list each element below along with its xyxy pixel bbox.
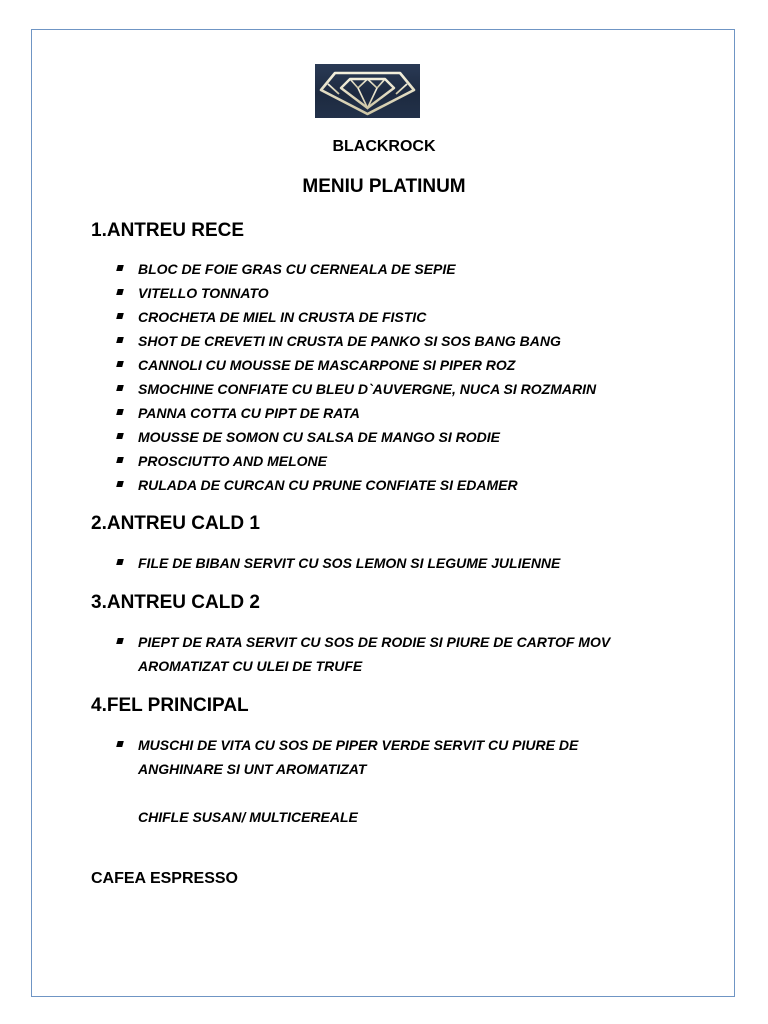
- list-item: [116, 425, 676, 449]
- list-item-text: PIEPT DE RATA SERVIT CU SOS DE RODIE SI PIURE DE CARTOF MOV: [138, 634, 611, 650]
- list-item: [116, 630, 676, 654]
- bullet-icon: [116, 385, 124, 391]
- list-item-text: RULADA DE CURCAN CU PRUNE CONFIATE SI EDAMER: [138, 477, 518, 493]
- list-item: [116, 329, 676, 353]
- menu-title: MENIU PLATINUM: [302, 176, 466, 197]
- list-item-continuation: AROMATIZAT CU ULEI DE TRUFE: [138, 658, 363, 674]
- brand-name: BLACKROCK: [332, 138, 436, 155]
- list-item-text: CROCHETA DE MIEL IN CRUSTA DE FISTIC: [138, 309, 427, 325]
- list-item-text: VITELLO TONNATO: [138, 285, 269, 301]
- list-item: [116, 473, 676, 497]
- list-item-text: MUSCHI DE VITA CU SOS DE PIPER VERDE SERVIT CU PIURE DE: [138, 737, 579, 753]
- bread-note: CHIFLE SUSAN/ MULTICEREALE: [138, 809, 358, 825]
- bullet-icon: [116, 409, 124, 415]
- section-heading-antreu-rece: 1.ANTREU RECE: [91, 220, 245, 241]
- bullet-icon: [116, 741, 124, 747]
- section-heading-antreu-cald-2: 3.ANTREU CALD 2: [91, 592, 260, 613]
- coffee-line: CAFEA ESPRESSO: [91, 870, 238, 887]
- list-item-text: FILE DE BIBAN SERVIT CU SOS LEMON SI LEGUME JULIENNE: [138, 555, 561, 571]
- list-item: [116, 449, 676, 473]
- section-list-fel-principal: [116, 733, 676, 757]
- list-item-text: SMOCHINE CONFIATE CU BLEU D`AUVERGNE, NUCA SI ROZMARIN: [138, 381, 597, 397]
- bullet-icon: [116, 481, 124, 487]
- logo: [315, 64, 420, 118]
- section-list-antreu-rece: [116, 257, 676, 497]
- bullet-icon: [116, 559, 124, 565]
- list-item-continuation: ANGHINARE SI UNT AROMATIZAT: [138, 761, 367, 777]
- bullet-icon: [116, 265, 124, 271]
- section-heading-antreu-cald-1: 2.ANTREU CALD 1: [91, 513, 260, 534]
- list-item: [116, 377, 676, 401]
- list-item: [116, 733, 676, 757]
- section-heading-fel-principal: 4.FEL PRINCIPAL: [91, 695, 249, 716]
- bullet-icon: [116, 313, 124, 319]
- list-item-text: PROSCIUTTO AND MELONE: [138, 453, 328, 469]
- bullet-icon: [116, 361, 124, 367]
- list-item-text: MOUSSE DE SOMON CU SALSA DE MANGO SI RODIE: [138, 429, 500, 445]
- list-item: [116, 257, 676, 281]
- section-list-antreu-cald-1: [116, 551, 676, 575]
- bullet-icon: [116, 638, 124, 644]
- section-list-antreu-cald-2: [116, 630, 676, 654]
- list-item-text: SHOT DE CREVETI IN CRUSTA DE PANKO SI SOS BANG BANG: [138, 333, 561, 349]
- list-item: [116, 305, 676, 329]
- list-item-text: CANNOLI CU MOUSSE DE MASCARPONE SI PIPER ROZ: [138, 357, 516, 373]
- bullet-icon: [116, 289, 124, 295]
- list-item: [116, 401, 676, 425]
- list-item: [116, 551, 676, 575]
- bullet-icon: [116, 433, 124, 439]
- list-item-text: BLOC DE FOIE GRAS CU CERNEALA DE SEPIE: [138, 261, 456, 277]
- bullet-icon: [116, 337, 124, 343]
- bullet-icon: [116, 457, 124, 463]
- diamond-logo-icon: [315, 64, 420, 118]
- list-item: [116, 281, 676, 305]
- list-item: [116, 353, 676, 377]
- list-item-text: PANNA COTTA CU PIPT DE RATA: [138, 405, 360, 421]
